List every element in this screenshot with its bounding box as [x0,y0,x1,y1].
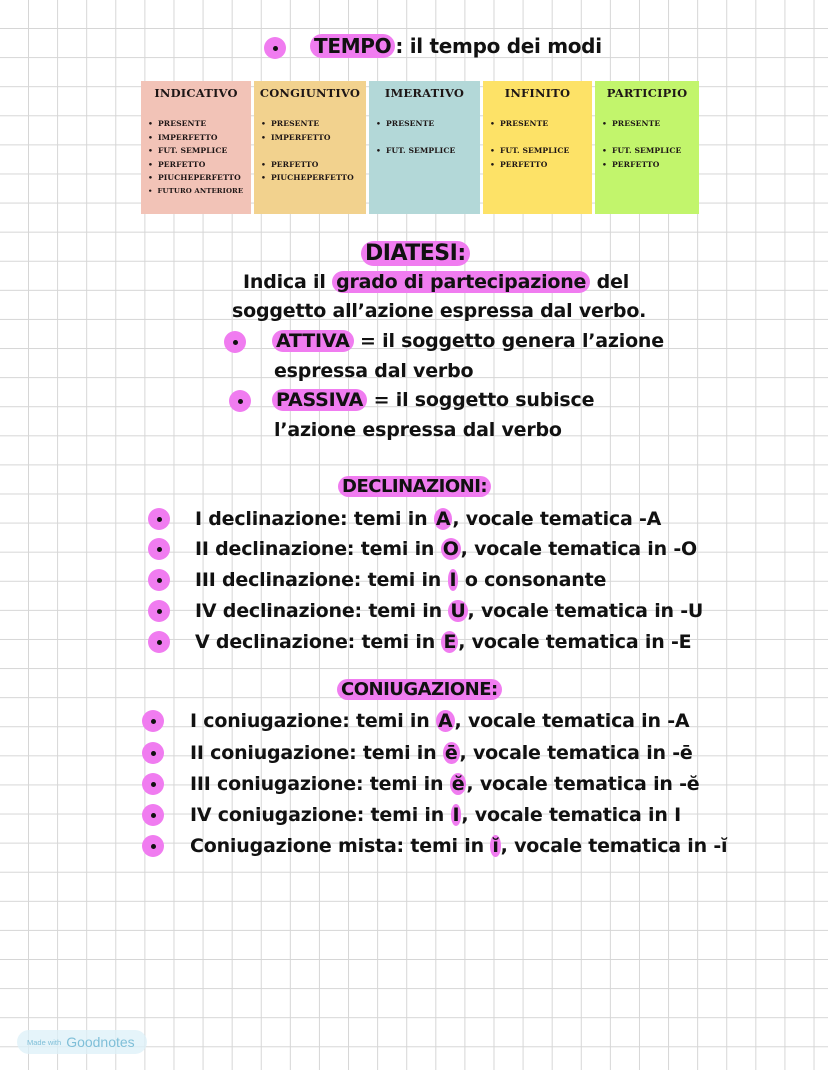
item-text: , vocale tematica -A [452,508,662,530]
mood-tense-list [261,117,354,185]
item-text: , vocale tematica in -ĕ [466,773,700,795]
item-text: Coniugazione mista: temi in [190,835,491,857]
theme-letter: E [443,631,457,653]
bullet-dot-icon [142,804,164,826]
attiva-keyword: ATTIVA [272,330,354,352]
tense-item: • FUTURO ANTERIORE [148,185,243,199]
item-text: III coniugazione: temi in [190,773,450,795]
passiva-line-1 [272,389,594,411]
diatesi-intro-line-2: soggetto all’azione espressa dal verbo. [232,300,647,322]
mood-tense-list [376,117,455,158]
coniugazione-item [190,835,727,857]
mood-title: PARTICIPIO [606,86,688,100]
mood-column-participio [595,81,699,214]
tense-item: • PIUCHEPERFETTO [148,171,243,185]
coniugazione-item [190,742,693,764]
item-text: I declinazione: temi in [195,508,434,530]
tense-item: • IMPERFETTO [261,131,354,145]
tense-item: • FUT. SEMPLICE [490,144,569,158]
bullet-dot-icon [224,331,246,353]
bullet-dot-icon [148,569,170,591]
theme-letter: ĭ [492,835,499,857]
theme-letter: A [435,508,451,530]
item-text: , vocale tematica in -ĭ [500,835,728,857]
passiva-keyword: PASSIVA [272,389,367,411]
theme-letter: U [450,600,466,622]
tense-item: • PERFETTO [148,158,243,172]
tense-item: • PRESENTE [602,117,681,131]
bullet-dot-icon [142,710,164,732]
declinazioni-heading [338,476,491,497]
mood-tense-list [490,117,569,171]
diatesi-intro-line-1 [243,271,629,293]
intro-text: del [590,271,630,293]
tense-item: • PRESENTE [261,117,354,131]
coniugazione-heading [337,679,502,700]
item-text: II declinazione: temi in [195,538,441,560]
diatesi-title: DIATESI: [361,241,470,266]
tense-item: • IMPERFETTO [148,131,243,145]
tense-item: • PIUCHEPERFETTO [261,171,354,185]
item-text: , vocale tematica in -O [460,538,697,560]
bullet-dot-icon [142,835,164,857]
watermark-brand: Goodnotes [66,1034,135,1050]
declinazioni-title: DECLINAZIONI: [338,476,491,497]
mood-column-imperativo [369,81,480,214]
coniugazione-title: CONIUGAZIONE: [337,679,502,700]
item-text: III declinazione: temi in [195,569,448,591]
tense-item: • FUT. SEMPLICE [602,144,681,158]
goodnotes-watermark [17,1030,147,1054]
item-text: V declinazione: temi in [195,631,442,653]
coniugazione-item [190,710,689,732]
bullet-dot-icon [148,631,170,653]
item-text: IV coniugazione: temi in [190,804,451,826]
item-text: II coniugazione: temi in [190,742,443,764]
moods-table [141,81,699,214]
item-text: , vocale tematica in -ē [459,742,693,764]
theme-letter: A [438,710,453,732]
mood-title: CONGIUNTIVO [259,86,361,100]
bullet-dot-icon [264,37,286,59]
tense-item: • PERFETTO [490,158,569,172]
mood-title: IMERATIVO [384,86,465,100]
item-text: I coniugazione: temi in [190,710,436,732]
declinazione-item [195,538,697,560]
bullet-dot-icon [148,508,170,530]
theme-letter: I [452,804,460,826]
tense-item: • FUT. SEMPLICE [376,144,455,158]
declinazione-item [195,600,703,622]
theme-letter: O [442,538,459,560]
bullet-dot-icon [148,600,170,622]
item-text: , vocale tematica in -A [454,710,690,732]
item-text: , vocale tematica in -E [458,631,692,653]
tempo-keyword: TEMPO [310,34,395,58]
item-text: , vocale tematica in -U [467,600,704,622]
mood-column-infinito [483,81,592,214]
attiva-line-2: espressa dal verbo [274,360,474,382]
intro-text: Indica il [243,271,333,293]
tense-item: • PRESENTE [490,117,569,131]
coniugazione-item [190,773,700,795]
theme-letter: ĕ [451,773,465,795]
declinazione-item [195,569,606,591]
mood-tense-list [602,117,681,171]
tense-item: • PRESENTE [148,117,243,131]
attiva-definition: = il soggetto genera l’azione [353,330,664,352]
bullet-dot-icon [142,742,164,764]
mood-title: INDICATIVO [154,86,238,100]
mood-column-indicativo [141,81,251,214]
diatesi-heading [361,241,470,266]
intro-highlight: grado di partecipazione [332,271,590,293]
item-text: , vocale tematica in I [461,804,681,826]
bullet-dot-icon [148,538,170,560]
passiva-line-2: l’azione espressa dal verbo [274,419,562,441]
mood-tense-list [148,117,243,199]
tense-item: • PERFETTO [602,158,681,172]
theme-letter: ē [444,742,458,764]
tense-item: • PRESENTE [376,117,455,131]
item-text: o consonante [458,569,607,591]
tense-item: • PERFETTO [261,158,354,172]
watermark-prefix: Made with [27,1037,62,1047]
theme-letter: I [449,569,457,591]
item-text: IV declinazione: temi in [195,600,449,622]
declinazione-item [195,508,661,530]
attiva-line-1 [272,330,664,352]
coniugazione-item [190,804,681,826]
declinazione-item [195,631,691,653]
passiva-definition: = il soggetto subisce [367,389,595,411]
tense-item: • FUT. SEMPLICE [148,144,243,158]
tempo-description: : il tempo dei modi [395,34,602,58]
bullet-dot-icon [142,773,164,795]
mood-column-congiuntivo [254,81,366,214]
bullet-dot-icon [229,390,251,412]
tempo-heading [310,34,602,58]
mood-title: INFINITO [504,86,571,100]
